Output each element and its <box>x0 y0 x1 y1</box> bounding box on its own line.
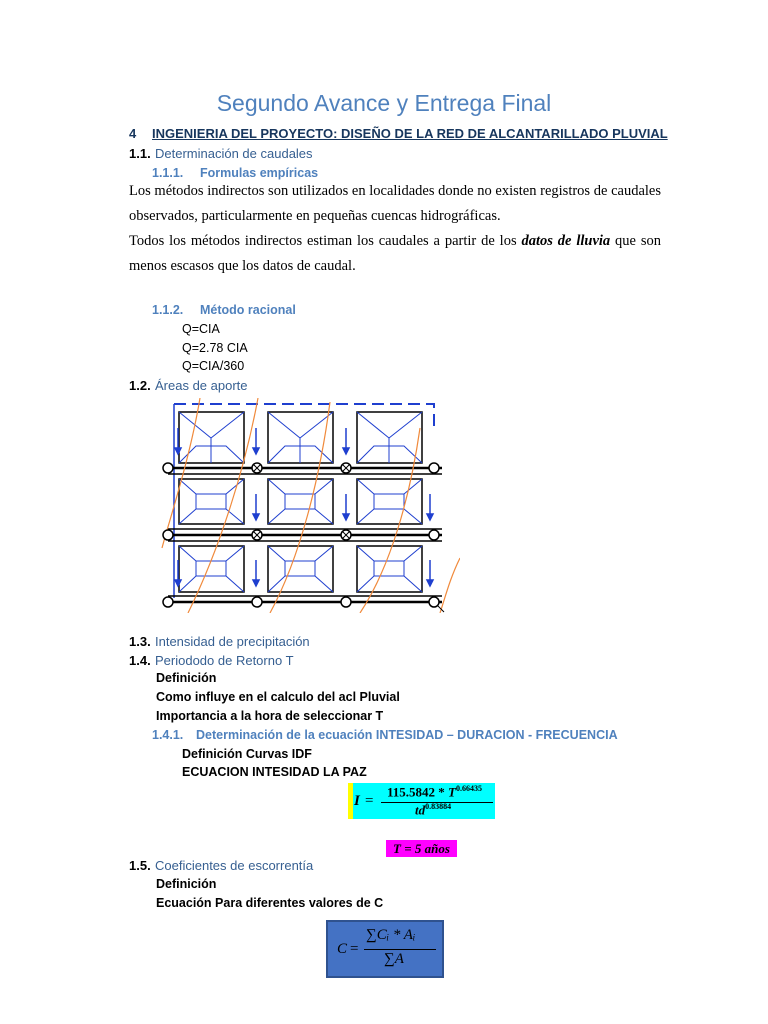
section-number: 4 <box>129 126 137 141</box>
heading-text: Intensidad de precipitación <box>155 634 310 649</box>
paragraph-2 <box>129 229 661 279</box>
equation-equals: = <box>350 941 359 957</box>
heading-1-5 <box>129 858 313 873</box>
formula-item: Q=CIA/360 <box>182 359 245 373</box>
equation-numerator: ∑Cᵢ * Aᵢ <box>366 927 416 943</box>
formula-item: Q=CIA <box>182 322 220 336</box>
heading-text: Determinación de caudales <box>155 146 313 161</box>
equation-equals: = <box>365 793 374 809</box>
heading-number: 1.2. <box>129 378 151 393</box>
list-item: Definición Curvas IDF <box>182 747 312 761</box>
heading-text: Formulas empíricas <box>200 166 319 180</box>
equation-denominator <box>415 802 451 818</box>
equation-lhs: C <box>337 941 348 957</box>
heading-number: 1.1.1. <box>152 166 184 180</box>
drainage-areas-diagram <box>160 398 460 613</box>
heading-number: 1.1. <box>129 146 151 161</box>
variable-td: td <box>415 802 426 818</box>
heading-number: 1.4.1. <box>152 728 184 742</box>
heading-text: Áreas de aporte <box>155 378 248 393</box>
heading-text: Determinación de la ecuación INTESIDAD – DURACION - FRECUENCIA <box>196 728 618 742</box>
heading-1-1-1 <box>152 166 318 180</box>
heading-number: 1.3. <box>129 634 151 649</box>
list-item: ECUACION INTESIDAD LA PAZ <box>182 765 367 779</box>
list-item: Como influye en el calculo del acl Pluvial <box>156 690 400 704</box>
equation-numerator <box>387 784 482 800</box>
return-period-equation: T = 5 años <box>386 840 457 857</box>
formula-item: Q=2.78 CIA <box>182 341 248 355</box>
heading-number: 1.5. <box>129 858 151 873</box>
heading-number: 1.4. <box>129 653 151 668</box>
list-item: Definición <box>156 877 217 891</box>
equation-lhs: I <box>354 793 360 809</box>
intensity-equation <box>348 783 495 819</box>
exponent: 0.83884 <box>425 802 452 811</box>
heading-text: Método racional <box>200 303 296 317</box>
heading-1-1-2 <box>152 303 296 317</box>
paragraph-text: Todos los métodos indirectos estiman los caudales a partir de los <box>129 233 522 249</box>
heading-1-4 <box>129 653 294 668</box>
runoff-coefficient-equation <box>326 920 444 978</box>
paragraph-text: que son menos escasos que los datos de caudal. <box>129 233 661 274</box>
variable-T: T <box>448 784 456 800</box>
list-item: Importancia a la hora de seleccionar T <box>156 709 384 723</box>
heading-number: 1.1.2. <box>152 303 184 317</box>
section-4-heading <box>129 126 668 141</box>
emphasis-text: datos de lluvia <box>521 233 611 249</box>
heading-1-4-1 <box>152 728 618 742</box>
section-title: INGENIERIA DEL PROYECTO: DISEÑO DE LA RED DE ALCANTARILLADO PLUVIAL <box>152 126 668 141</box>
heading-1-3 <box>129 634 310 649</box>
list-item: Ecuación Para diferentes valores de C <box>156 896 384 910</box>
document-title: Segundo Avance y Entrega Final <box>216 90 552 116</box>
list-item: Definición <box>156 671 217 685</box>
heading-text: Coeficientes de escorrentía <box>155 858 314 873</box>
paragraph-1: Los métodos indirectos son utilizados en localidades donde no existen registros de caudales observados, particularmente en pequeñas cuencas hidrográficas. <box>129 183 661 224</box>
heading-1-1 <box>129 146 313 161</box>
fraction-bar <box>364 949 436 950</box>
operator: * <box>435 784 449 800</box>
exponent: 0.66435 <box>456 784 482 793</box>
coefficient: 115.5842 <box>387 784 436 800</box>
heading-1-2 <box>129 378 248 393</box>
equation-denominator: ∑A <box>384 951 404 967</box>
heading-text: Periododo de Retorno T <box>155 653 294 668</box>
